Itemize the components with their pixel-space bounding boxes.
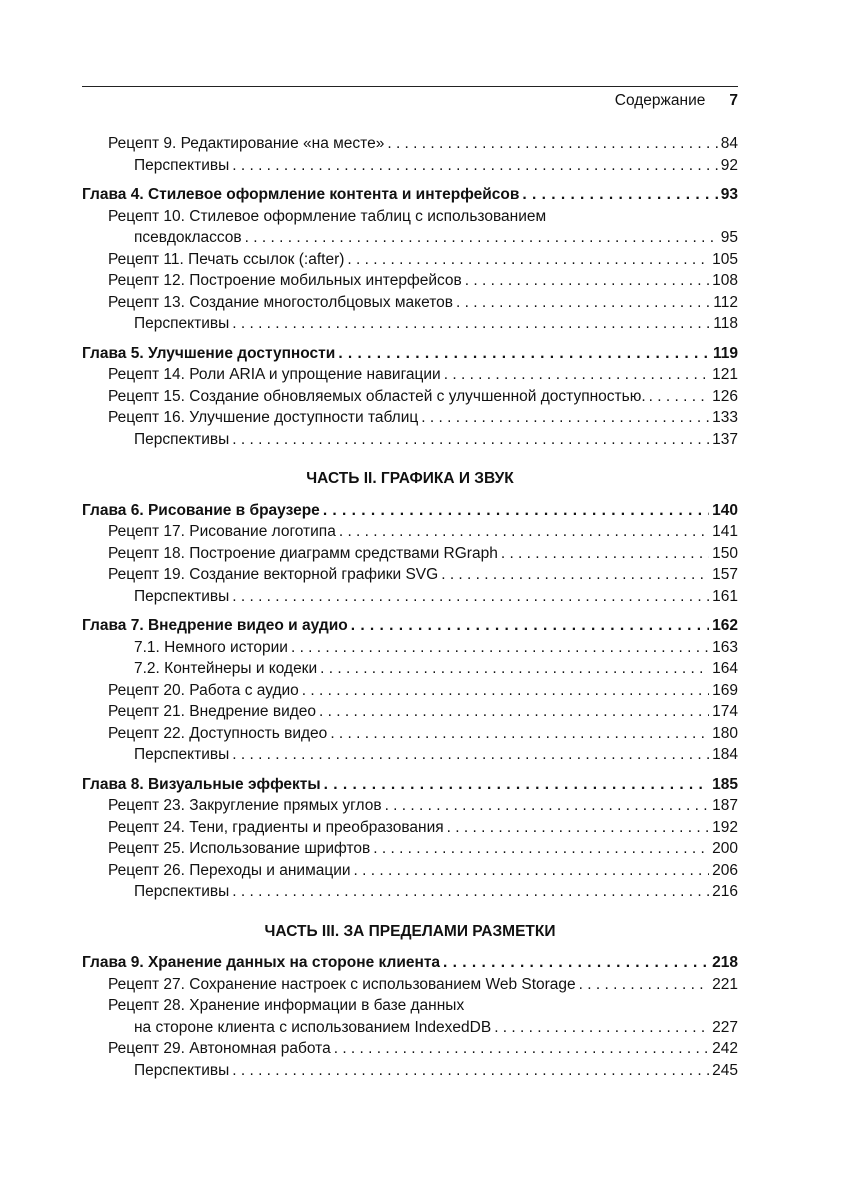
leader-dots <box>319 701 709 723</box>
toc-chapter-label: Глава 6. Рисование в браузере <box>82 501 320 519</box>
toc-entry-page: 164 <box>712 660 738 677</box>
toc-entry-page: 141 <box>712 523 738 540</box>
toc-entry-label: Рецепт 9. Редактирование «на месте» <box>108 135 385 152</box>
toc-entry[interactable] <box>82 723 738 745</box>
toc-entry-label: Рецепт 23. Закругление прямых углов <box>108 797 382 814</box>
toc-entry[interactable] <box>82 881 738 903</box>
toc-entry-page: 133 <box>712 409 738 426</box>
toc-chapter-page: 185 <box>712 775 738 793</box>
toc-entry-page: 174 <box>712 703 738 720</box>
toc-entry-page: 92 <box>720 156 738 174</box>
leader-dots <box>330 723 709 745</box>
toc-entry-label: Рецепт 19. Создание векторной графики SVG <box>108 566 439 583</box>
toc-entry-page: 180 <box>712 724 738 742</box>
toc-entry-page: 161 <box>712 587 738 605</box>
header-rule <box>82 86 738 87</box>
toc-entry-label: Рецепт 11. Печать ссылок (:after) <box>108 250 345 268</box>
toc-entry-label: Перспективы <box>134 587 230 605</box>
toc-entry-label: Рецепт 25. Использование шрифтов <box>108 840 371 857</box>
toc-entry-label: на стороне клиента с использованием IndexedDB <box>134 1018 492 1036</box>
toc-entry-page: 200 <box>712 840 738 857</box>
leader-dots <box>232 429 709 451</box>
toc-entry-label: Рецепт 18. Построение диаграмм средствами RGraph <box>108 544 498 562</box>
toc-entry[interactable] <box>82 838 738 860</box>
leader-dots <box>373 838 709 860</box>
toc-entry-label: Перспективы <box>134 156 230 174</box>
leader-dots <box>291 637 709 659</box>
toc-entry-page: 121 <box>712 366 738 383</box>
leader-dots <box>324 774 709 796</box>
toc-entry-label: Рецепт 29. Автономная работа <box>108 1040 331 1057</box>
toc-entry[interactable] <box>82 386 738 408</box>
toc-entry[interactable] <box>82 795 738 817</box>
leader-dots <box>441 564 709 586</box>
toc-entry-label: Перспективы <box>134 315 230 332</box>
toc-entry[interactable] <box>82 429 738 451</box>
toc-entry-label: псевдоклассов <box>134 229 242 246</box>
toc-entry[interactable] <box>82 155 738 177</box>
toc-entry-label: Перспективы <box>134 430 230 448</box>
toc-entry[interactable] <box>82 543 738 565</box>
toc-chapter[interactable] <box>82 952 738 974</box>
toc-entry-page: 137 <box>712 430 738 448</box>
toc-entry-label: 7.1. Немного истории <box>134 638 288 656</box>
toc-entry-page: 184 <box>712 746 738 763</box>
leader-dots <box>494 1017 709 1039</box>
leader-dots <box>339 521 709 543</box>
leader-dots <box>232 881 709 903</box>
leader-dots <box>232 744 709 766</box>
leader-dots <box>421 407 709 429</box>
leader-dots <box>351 615 709 637</box>
toc-entry-label: 7.2. Контейнеры и кодеки <box>134 660 318 677</box>
toc-entry-first-line: Рецепт 28. Хранение информации в базе данных <box>108 997 465 1014</box>
leader-dots <box>232 155 718 177</box>
leader-dots <box>465 270 709 292</box>
toc-entry[interactable] <box>82 658 738 680</box>
leader-dots <box>245 227 718 249</box>
toc-entry-page: 157 <box>712 566 738 583</box>
toc-chapter[interactable] <box>82 500 738 522</box>
table-of-contents <box>82 133 738 1081</box>
toc-entry-label: Рецепт 14. Роли ARIA и упрощение навигации <box>108 366 441 383</box>
toc-entry-page: 118 <box>713 315 738 332</box>
toc-entry-label: Рецепт 24. Тени, градиенты и преобразования <box>108 818 444 836</box>
toc-chapter-label: Глава 7. Внедрение видео и аудио <box>82 617 348 634</box>
toc-entry[interactable] <box>82 680 738 702</box>
toc-entry[interactable] <box>82 586 738 608</box>
leader-dots <box>302 680 709 702</box>
toc-chapter-page: 140 <box>712 501 738 519</box>
toc-entry[interactable] <box>82 974 738 996</box>
toc-entry-page: 227 <box>712 1018 738 1036</box>
toc-entry-page: 192 <box>712 818 738 836</box>
leader-dots <box>443 952 709 974</box>
toc-chapter-page: 93 <box>720 186 738 203</box>
leader-dots <box>232 586 709 608</box>
toc-entry-label: Рецепт 12. Построение мобильных интерфейсов <box>108 272 462 289</box>
running-header <box>82 90 738 112</box>
toc-entry-label: Перспективы <box>134 1061 230 1079</box>
toc-chapter[interactable] <box>82 343 738 365</box>
toc-chapter-page: 162 <box>712 617 738 634</box>
toc-entry-page: 216 <box>712 883 738 900</box>
leader-dots <box>387 133 717 155</box>
toc-entry-page: 245 <box>712 1061 738 1079</box>
toc-entry-first-line: Рецепт 10. Стилевое оформление таблиц с использованием <box>108 207 547 225</box>
toc-entry-label: Рецепт 27. Сохранение настроек с использованием Web Storage <box>108 975 576 993</box>
toc-chapter-page: 218 <box>712 954 738 971</box>
header-title: Содержание <box>614 92 706 109</box>
toc-chapter-label: Глава 8. Визуальные эффекты <box>82 775 321 793</box>
toc-entry[interactable] <box>82 249 738 271</box>
leader-dots <box>323 500 709 522</box>
toc-entry[interactable] <box>82 364 738 386</box>
leader-dots <box>354 860 710 882</box>
toc-entry-label: Перспективы <box>134 883 230 900</box>
toc-entry-page: 150 <box>712 544 738 562</box>
header-page-number: 7 <box>729 92 738 109</box>
toc-entry[interactable] <box>82 1038 738 1060</box>
toc-entry-page: 187 <box>712 797 738 814</box>
toc-entry-label: Рецепт 20. Работа с аудио <box>108 681 299 699</box>
toc-entry-page: 206 <box>712 861 738 879</box>
leader-dots <box>444 364 709 386</box>
toc-chapter[interactable] <box>82 774 738 796</box>
leader-dots <box>334 1038 709 1060</box>
leader-dots <box>232 1060 709 1082</box>
toc-entry-page: 126 <box>712 387 738 405</box>
toc-entry[interactable] <box>82 817 738 839</box>
leader-dots <box>447 817 709 839</box>
toc-entry-page: 242 <box>712 1040 738 1057</box>
leader-dots <box>649 386 709 408</box>
toc-chapter-label: Глава 9. Хранение данных на стороне клиента <box>82 954 441 971</box>
leader-dots <box>522 184 717 206</box>
toc-entry-label: Рецепт 26. Переходы и анимации <box>108 861 351 879</box>
toc-entry[interactable] <box>82 637 738 659</box>
leader-dots <box>579 974 709 996</box>
toc-entry[interactable] <box>82 133 738 155</box>
toc-entry-label: Рецепт 16. Улучшение доступности таблиц <box>108 409 419 426</box>
toc-chapter-label: Глава 4. Стилевое оформление контента и интерфейсов <box>82 186 520 203</box>
toc-entry[interactable] <box>82 270 738 292</box>
part-heading: ЧАСТЬ II. ГРАФИКА И ЗВУК <box>306 470 514 487</box>
toc-entry[interactable] <box>82 744 738 766</box>
leader-dots <box>456 292 710 314</box>
toc-entry[interactable] <box>82 1060 738 1082</box>
toc-chapter[interactable] <box>82 184 738 206</box>
toc-entry-label: Перспективы <box>134 746 230 763</box>
toc-entry-label: Рецепт 22. Доступность видео <box>108 724 328 742</box>
toc-entry[interactable] <box>82 860 738 882</box>
toc-entry-page: 84 <box>720 135 738 152</box>
part-heading: ЧАСТЬ III. ЗА ПРЕДЕЛАМИ РАЗМЕТКИ <box>264 922 556 940</box>
toc-entry-page: 221 <box>712 975 738 993</box>
toc-entry[interactable] <box>82 701 738 723</box>
leader-dots <box>338 343 710 365</box>
toc-entry[interactable] <box>82 313 738 335</box>
toc-entry-label: Рецепт 17. Рисование логотипа <box>108 523 336 540</box>
toc-entry[interactable] <box>82 521 738 543</box>
toc-entry-page: 112 <box>713 293 738 311</box>
toc-entry-page: 108 <box>712 272 738 289</box>
toc-entry-label: Рецепт 21. Внедрение видео <box>108 703 317 720</box>
toc-entry-page: 163 <box>712 638 738 656</box>
toc-entry[interactable] <box>82 227 738 249</box>
toc-entry-page: 95 <box>720 229 738 246</box>
leader-dots <box>501 543 709 565</box>
toc-entry[interactable] <box>82 1017 738 1039</box>
toc-entry-label: Рецепт 13. Создание многостолбцовых макетов <box>108 293 453 311</box>
toc-chapter[interactable] <box>82 615 738 637</box>
toc-entry-page: 105 <box>712 250 738 268</box>
toc-chapter-page: 119 <box>712 344 738 362</box>
toc-entry[interactable] <box>82 564 738 586</box>
leader-dots <box>232 313 710 335</box>
leader-dots <box>385 795 710 817</box>
toc-chapter-label: Глава 5. Улучшение доступности <box>82 344 336 362</box>
leader-dots <box>320 658 709 680</box>
toc-entry[interactable] <box>82 292 738 314</box>
leader-dots <box>347 249 709 271</box>
toc-entry[interactable] <box>82 407 738 429</box>
toc-entry-page: 169 <box>712 681 738 699</box>
toc-entry-label: Рецепт 15. Создание обновляемых областей с улучшенной доступностью. <box>108 387 646 405</box>
